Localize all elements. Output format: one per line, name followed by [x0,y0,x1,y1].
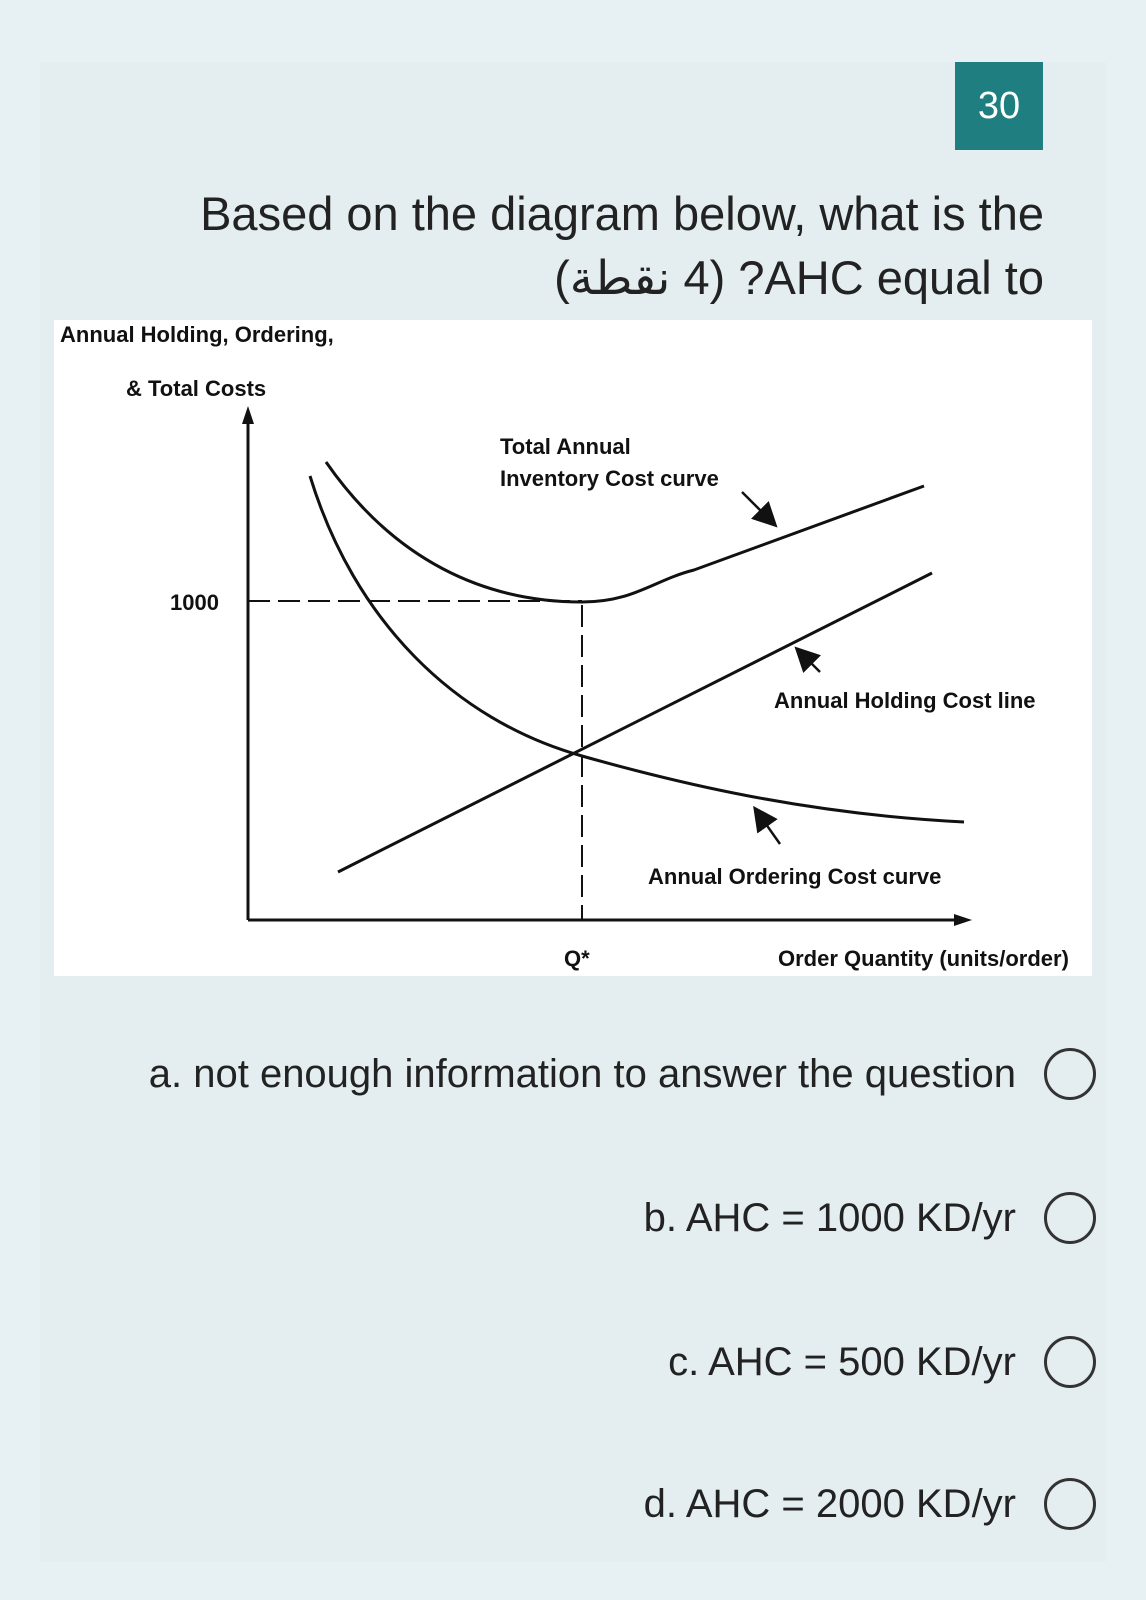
y-axis-label-line-2: & Total Costs [126,376,267,401]
question-points: (4 نقطة) [554,251,726,304]
question-number-badge [955,62,1043,150]
option-c-radio[interactable] [1044,1336,1096,1388]
option-b[interactable] [644,1192,1096,1244]
option-c-label: c. AHC = 500 KD/yr [668,1339,1016,1384]
y-axis-label-line-1: Annual Holding, Ordering, [60,322,334,347]
option-a-label: a. not enough information to answer the question [148,1051,1016,1096]
x-axis-arrow [954,914,972,926]
option-d-label: d. AHC = 2000 KD/yr [643,1481,1016,1526]
ordering-cost-pointer-arrow [756,810,780,844]
question-text [60,182,1044,310]
x-axis-label: Order Quantity (units/order) [778,946,1069,971]
total-cost-label-line-2: Inventory Cost curve [500,466,719,491]
ordering-cost-label: Annual Ordering Cost curve [648,864,942,889]
question-line-2-text: ?AHC equal to [738,251,1044,304]
holding-cost-label: Annual Holding Cost line [774,688,1036,713]
option-a-radio[interactable] [1044,1048,1096,1100]
eoq-diagram-svg [54,320,1092,976]
tick-1000-label: 1000 [170,590,219,615]
holding-cost-line [338,573,932,872]
question-number: 30 [977,84,1021,127]
question-line-1: Based on the diagram below, what is the [200,187,1044,240]
total-cost-pointer-arrow [742,492,774,524]
q-star-label: Q* [564,946,590,971]
option-d[interactable] [644,1478,1096,1530]
option-c[interactable] [668,1336,1096,1388]
question-line-2 [60,246,1044,310]
option-b-radio[interactable] [1044,1192,1096,1244]
option-b-label: b. AHC = 1000 KD/yr [643,1195,1016,1240]
option-a[interactable] [149,1048,1096,1100]
y-axis-arrow [242,406,254,424]
eoq-diagram [54,320,1092,976]
ordering-cost-curve [310,476,964,822]
total-cost-label-line-1: Total Annual [500,434,631,459]
holding-cost-pointer-arrow [798,650,820,672]
option-d-radio[interactable] [1044,1478,1096,1530]
